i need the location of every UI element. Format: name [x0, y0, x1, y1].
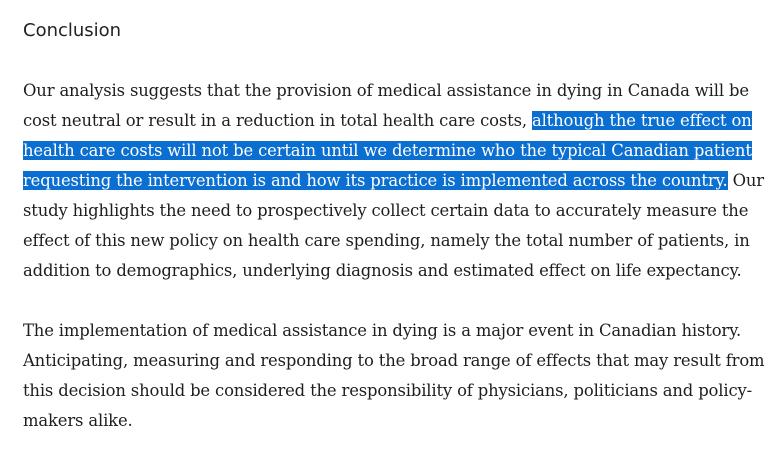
- section-heading: Conclusion: [23, 20, 122, 41]
- paragraph-text: Our study highlights the need to prospectively collect certain data to accurately measure the effect of this new policy on health care spending, namely the total number of patients, in addition to demographics, underlying diagnosis and estimated effect on life expectancy.: [23, 171, 764, 280]
- selected-text-highlight[interactable]: although the true effect on health care costs will not be certain until we determine who the typical Canadian patient requesting the intervention is and how its practice is implemented across the country.: [23, 111, 752, 190]
- conclusion-paragraph-1[interactable]: [23, 76, 765, 286]
- paragraph-text: Our analysis suggests that the provision of medical assistance in dying in Canada will be cost neutral or result in a reduction in total health care costs,: [23, 81, 749, 130]
- conclusion-paragraph-2[interactable]: The implementation of medical assistance in dying is a major event in Canadian history. Anticipating, measuring and responding to the broad range of effects that may result from this decision should be considered the responsibility of physicians, politicians and policy-makers alike.: [23, 321, 765, 430]
